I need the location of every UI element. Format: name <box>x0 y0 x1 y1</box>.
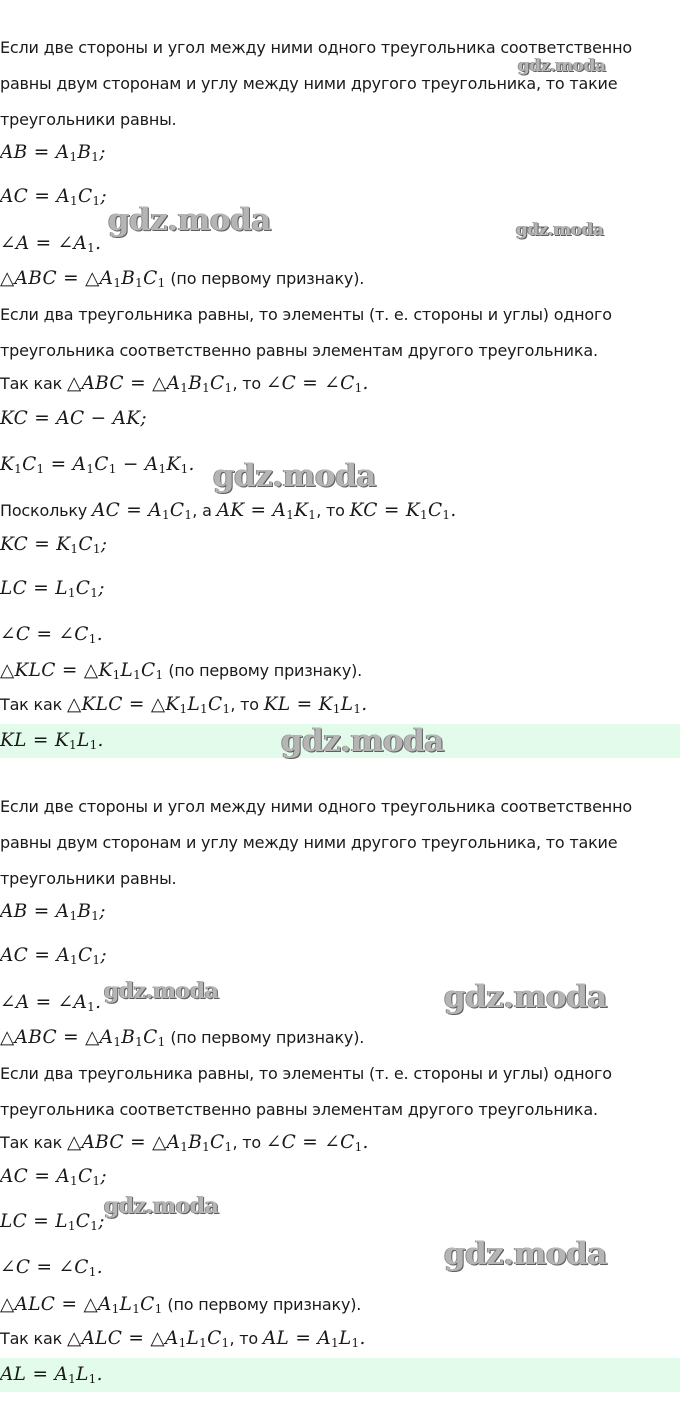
statement-line <box>0 1027 680 1048</box>
equation: KC = $K_1C_1$. <box>349 500 457 522</box>
equation: AK = $A_1K_1$ <box>216 500 317 522</box>
statement-text: , то <box>232 1133 266 1152</box>
statement-text: Поскольку <box>0 501 92 520</box>
equation: AC = $A_1C_1$ <box>91 500 193 522</box>
watermark: gdz.moda <box>104 1193 219 1219</box>
statement-line <box>0 1294 680 1315</box>
watermark: gdz.moda <box>281 723 444 759</box>
theorem-text-line: треугольника соответственно равны элементам другого треугольника. <box>0 1100 598 1119</box>
equation: △ABC = $\triangle A_1B_1C_1$ <box>0 268 166 290</box>
watermark: gdz.moda <box>104 978 219 1004</box>
equation: KC = $K_1C_1$; <box>0 534 108 556</box>
equation: LC = $L_1C_1$; <box>0 1211 105 1233</box>
theorem-text-line: равны двум сторонам и углу между ними другого треугольника, то такие <box>0 74 618 93</box>
watermark: gdz.moda <box>213 458 376 494</box>
statement-line <box>0 1328 680 1349</box>
equation: △KLC = $\triangle K_1L_1C_1$ <box>0 660 164 682</box>
theorem-text-line: треугольника соответственно равны элементам другого треугольника. <box>0 341 598 360</box>
answer: KL = $K_1L_1$. <box>0 730 104 752</box>
equation: ∠C = $\angle C_1$. <box>0 624 103 646</box>
equation: AC = $A_1C_1$; <box>0 945 107 967</box>
statement-text: , то <box>229 1329 263 1348</box>
equation: ∠A = $\angle A_1$. <box>0 233 102 255</box>
watermark: gdz.moda <box>518 56 606 76</box>
theorem-text-line: Если две стороны и угол между ними одного треугольника соответственно <box>0 797 632 816</box>
answer: AL = $A_1L_1$. <box>0 1364 103 1386</box>
statement-text: , а <box>192 501 217 520</box>
theorem-text-line: равны двум сторонам и углу между ними другого треугольника, то такие <box>0 833 618 852</box>
statement-text: (по первому признаку). <box>165 269 365 288</box>
equation: △ABC = $\triangle A_1B_1C_1$ <box>66 1132 233 1154</box>
equation: △KLC = $\triangle K_1L_1C_1$ <box>66 694 231 716</box>
theorem-text-line: Если два треугольника равны, то элементы (т. е. стороны и углы) одного <box>0 305 612 324</box>
equation: △ALC = $\triangle A_1L_1C_1$ <box>0 1294 163 1316</box>
equation: AC = $A_1C_1$; <box>0 186 107 208</box>
equation: AL = $A_1L_1$. <box>262 1328 366 1350</box>
equation: ∠C = $\angle C_1$. <box>0 1257 103 1279</box>
theorem-text-line: треугольники равны. <box>0 869 177 888</box>
equation: ∠A = $\angle A_1$. <box>0 992 102 1014</box>
equation: ∠C = $\angle C_1$. <box>265 373 369 395</box>
statement-text: Так как <box>0 1329 67 1348</box>
statement-text: Так как <box>0 374 67 393</box>
watermark: gdz.moda <box>516 220 604 240</box>
equation: △ALC = $\triangle A_1L_1C_1$ <box>66 1328 230 1350</box>
statement-line <box>0 500 680 521</box>
equation: AB = $A_1B_1$; <box>0 901 106 923</box>
statement-text: (по первому признаку). <box>163 661 363 680</box>
statement-text: , то <box>232 374 266 393</box>
equation: KL = $K_1L_1$. <box>263 694 368 716</box>
statement-text: (по первому признаку). <box>165 1028 365 1047</box>
statement-line <box>0 373 680 394</box>
watermark: gdz.moda <box>444 1236 607 1272</box>
theorem-text-line: Если два треугольника равны, то элементы (т. е. стороны и углы) одного <box>0 1064 612 1083</box>
equation: $K_1C_1 = A_1C_1 - A_1K_1$. <box>0 454 195 476</box>
equation: AB = $A_1B_1$; <box>0 142 106 164</box>
theorem-text-line: треугольники равны. <box>0 110 177 129</box>
statement-text: (по первому признаку). <box>162 1295 362 1314</box>
statement-text: , то <box>230 695 264 714</box>
watermark: gdz.moda <box>108 202 271 238</box>
equation: ∠C = $\angle C_1$. <box>265 1132 369 1154</box>
equation: △ABC = $\triangle A_1B_1C_1$ <box>0 1027 166 1049</box>
statement-text: , то <box>316 501 350 520</box>
theorem-text-line: Если две стороны и угол между ними одного треугольника соответственно <box>0 38 632 57</box>
equation: LC = $L_1C_1$; <box>0 578 105 600</box>
equation: △ABC = $\triangle A_1B_1C_1$ <box>66 373 233 395</box>
statement-line <box>0 268 680 289</box>
equation: AC = $A_1C_1$; <box>0 1166 107 1188</box>
equation: KC = AC − AK; <box>0 408 147 429</box>
watermark: gdz.moda <box>444 979 607 1015</box>
statement-line <box>0 694 680 715</box>
statement-text: Так как <box>0 695 67 714</box>
statement-line <box>0 660 680 681</box>
statement-line <box>0 1132 680 1153</box>
statement-text: Так как <box>0 1133 67 1152</box>
